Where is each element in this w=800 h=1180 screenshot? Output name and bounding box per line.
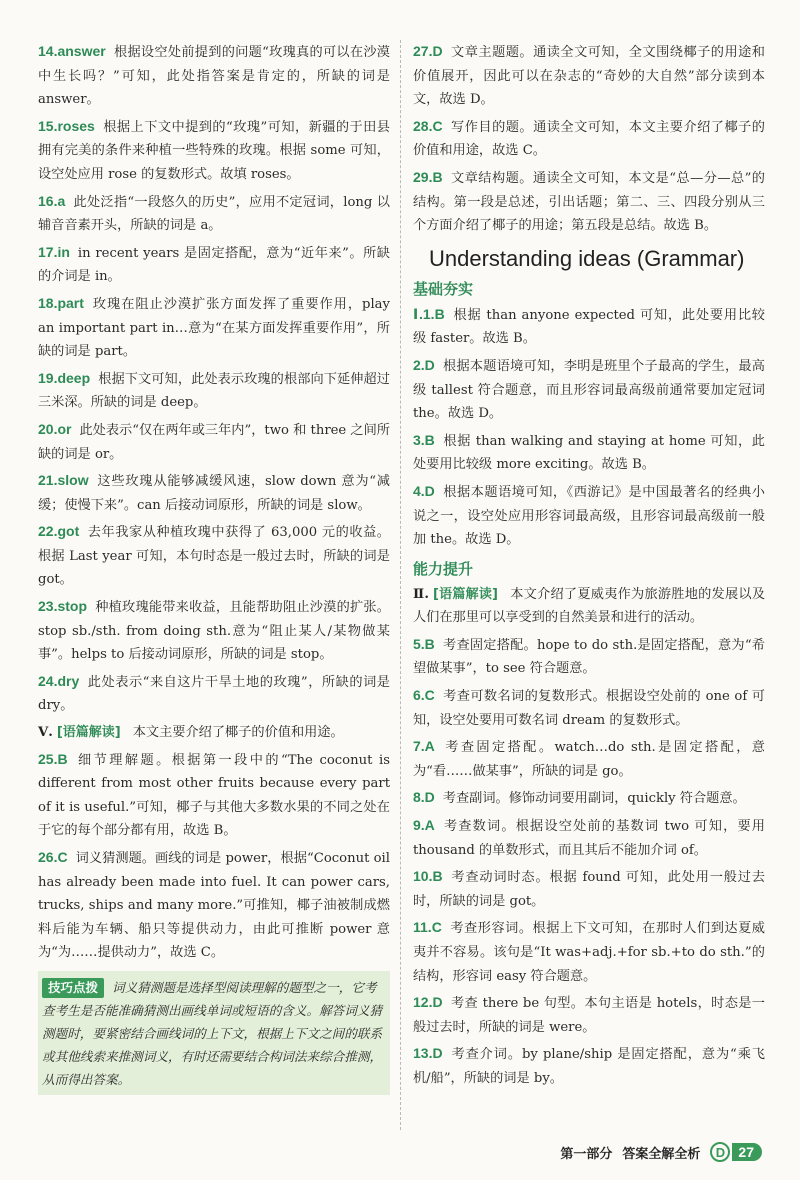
- answer-number: 3.B: [413, 431, 435, 448]
- answer-number: 9.A: [413, 817, 435, 834]
- badge-letter: D: [710, 1142, 730, 1162]
- answer-number: 28.C: [413, 117, 443, 134]
- answer-entry: [38, 241, 390, 289]
- section-title: Understanding ideas (Grammar): [429, 245, 745, 271]
- answer-entry: [38, 748, 390, 843]
- answer-number: 13.D: [413, 1045, 443, 1062]
- answer-number: 16.a: [38, 192, 66, 209]
- page-badge: [710, 1142, 762, 1162]
- answer-number: 17.in: [38, 243, 70, 260]
- answer-number: 15.roses: [38, 117, 95, 134]
- answer-entry: [38, 115, 390, 187]
- answer-text: 文章主题题。通读全文可知，全文围绕椰子的用途和价值展开，因此可以在杂志的“奇妙的大自然”部分读到本文，故选 D。: [413, 45, 765, 108]
- tip-text: 词义猜测题是选择型阅读理解的题型之一，它考查考生是否能准确猜测出画线单词或短语的含义。解答词义猜测题时，要紧密结合画线词的上下文，根据上下文之间的联系或其他线索来推测词义，有时还需要结合构词法来综合推测，从而得出答案。: [42, 979, 383, 1087]
- answer-entry: [38, 292, 390, 364]
- answer-number: 10.B: [413, 868, 443, 885]
- answer-number: 26.C: [38, 849, 68, 865]
- answer-text: 此处泛指“一段悠久的历史”，应用不定冠词，long 以辅音音素开头，所缺的词是 a。: [38, 194, 390, 234]
- answer-text: 根据下文可知，此处表示玫瑰的根部向下延伸超过三米深。所缺的词是 deep。: [38, 371, 390, 411]
- answer-entry: [38, 670, 390, 718]
- answer-text: 根据 than walking and staying at home 可知，此处要用比较级 more exciting。故选 B。: [413, 433, 765, 473]
- section-numeral: Ⅱ.: [413, 586, 429, 602]
- answer-text: 考查数词。根据设空处前的基数词 two 可知，要用 thousand 的单数形式，而且其后不能加介词 of。: [413, 819, 765, 858]
- answer-number: 22.got: [38, 523, 80, 540]
- answer-entry: [413, 40, 765, 112]
- answer-entry: [38, 40, 390, 112]
- answer-text: 考查形容词。根据上下文可知，在那时人们到达夏威夷并不容易。该句是“It was+adj.+for sb.+to do sth.”的结构，形容词 easy 符合题意。: [413, 921, 765, 984]
- answer-entry: [38, 595, 390, 667]
- answer-text: 细节理解题。根据第一段中的“The coconut is different from most other fruits because every part of it is useful.”可知，椰子与其他大多数水果的不同之处在于它的每个部分都有用，故选 B。: [38, 752, 390, 839]
- answer-entry: [38, 846, 390, 965]
- answer-entry: [38, 520, 390, 592]
- answer-text: 此处表示“仅在两年或三年内”，two 和 three 之间所缺的词是 or。: [38, 422, 390, 462]
- answer-number: 14.answer: [38, 43, 106, 59]
- section-numeral: Ⅴ.: [38, 725, 53, 741]
- answer-text: 考查可数名词的复数形式。根据设空处前的 one of 可知，设空处要用可数名词 dream 的复数形式。: [413, 689, 765, 728]
- answer-number: Ⅰ.1.B: [413, 305, 445, 322]
- answer-entry: [38, 721, 390, 745]
- answer-number: 6.C: [413, 687, 435, 704]
- basic-entries: [413, 303, 765, 552]
- tip-label: 技巧点拨: [42, 978, 104, 998]
- answer-text: 根据 than anyone expected 可知，此处要用比较级 faster。故选 B。: [413, 307, 765, 347]
- answer-entry: [413, 633, 765, 681]
- answer-entry: [413, 991, 765, 1039]
- answer-number: 21.slow: [38, 472, 89, 489]
- page-footer: [560, 1142, 762, 1162]
- answer-entry: [413, 865, 765, 913]
- sub-heading-basic: 基础夯实: [413, 279, 474, 298]
- right-column: [413, 40, 765, 1094]
- answer-text: 考查副词。修饰动词要用副词，quickly 符合题意。: [442, 791, 746, 807]
- answer-number: 8.D: [413, 789, 435, 806]
- answer-number: 24.dry: [38, 672, 80, 689]
- answer-text: 本文介绍了夏威夷作为旅游胜地的发展以及人们在那里可以享受到的自然美景和进行的活动。: [413, 586, 766, 626]
- answer-entry: [413, 354, 765, 426]
- answer-text: 去年我家从种植玫瑰中获得了 63,000 元的收益。根据 Last year 可知，本句时态是一般过去时，所缺的词是 got。: [38, 525, 390, 588]
- answer-entry: [38, 469, 390, 517]
- answer-entry: [413, 814, 765, 862]
- answer-number: 18.part: [38, 294, 84, 311]
- passage-tag: [语篇解读]: [432, 586, 499, 602]
- answer-text: 考查 there be 句型。本句主语是 hotels，时态是一般过去时，所缺的词是 were。: [413, 996, 765, 1035]
- answer-text: 考查固定搭配。watch…do sth.是固定搭配，意为“看……做某事”，所缺的词是 go。: [413, 740, 765, 779]
- answer-number: 11.C: [413, 919, 442, 936]
- advanced-entries: [413, 583, 765, 1091]
- answer-entry: [413, 429, 765, 477]
- answer-number: 7.A: [413, 738, 435, 755]
- column-divider: [400, 40, 401, 1130]
- answer-number: 5.B: [413, 635, 435, 652]
- answer-entry: [413, 735, 765, 783]
- answer-number: 20.or: [38, 420, 72, 437]
- right-top-entries: [413, 40, 765, 238]
- answer-entry: [413, 166, 765, 238]
- tip-box: [38, 971, 390, 1095]
- answer-text: 玫瑰在阻止沙漠扩张方面发挥了重要作用，play an important part in…意为“在某方面发挥重要作用”，所缺的词是 part。: [38, 296, 390, 360]
- answer-text: 种植玫瑰能带来收益，且能帮助阻止沙漠的扩张。stop sb./sth. from doing sth.意为“阻止某人/某物做某事”。helps to 后接动词原形，所缺的词是 stop。: [38, 600, 390, 663]
- answer-entry: [413, 1042, 765, 1090]
- left-column: [38, 40, 390, 1095]
- answer-text: 此处表示“来自这片干旱土地的玫瑰”，所缺的词是 dry。: [38, 674, 390, 714]
- answer-text: 词义猜测题。画线的词是 power，根据“Coconut oil has already been made into fuel. It can power cars, trucks, ships and many more.”可推知，椰子油被制成燃料后能为车辆、船只等提供动力，由此可推断 power 意为“为……提供动力”，故选 C。: [38, 851, 390, 961]
- answer-entry: [38, 418, 390, 466]
- answer-entry: [413, 115, 765, 163]
- answer-number: 29.B: [413, 168, 443, 185]
- answer-entry: [38, 367, 390, 415]
- answer-number: 2.D: [413, 356, 435, 373]
- answer-number: 25.B: [38, 750, 68, 767]
- answer-entry: [413, 303, 765, 351]
- answer-number: 27.D: [413, 43, 443, 59]
- left-entries: [38, 40, 390, 965]
- answer-text: 考查动词时态。根据 found 可知，此处用一般过去时，所缺的词是 got。: [413, 870, 765, 909]
- answer-entry: [413, 786, 765, 811]
- answer-entry: [413, 684, 765, 732]
- answer-text: 本文主要介绍了椰子的价值和用途。: [132, 725, 344, 741]
- answer-entry: [413, 480, 765, 552]
- sub-heading-advanced: 能力提升: [413, 559, 474, 578]
- answer-text: 根据设空处前提到的问题“玫瑰真的可以在沙漠中生长吗？”可知，此处指答案是肯定的，所缺的词是 answer。: [38, 45, 390, 108]
- passage-tag: [语篇解读]: [56, 725, 121, 741]
- answer-text: 考查介词。by plane/ship 是固定搭配，意为“乘飞机/船”，所缺的词是 by。: [413, 1047, 765, 1086]
- answer-text: 根据本题语境可知，《西游记》是中国最著名的经典小说之一，设空处应用形容词最高级，且形容词最高级前一般加 the。故选 D。: [413, 484, 765, 548]
- page-number: 27: [732, 1143, 762, 1161]
- answer-text: 文章结构题。通读全文可知，本文是“总—分—总”的结构。第一段是总述，引出话题；第二、三、四段分别从三个方面介绍了椰子的用途；第五段是总结。故选 B。: [413, 170, 765, 234]
- answer-number: 12.D: [413, 994, 443, 1011]
- answer-entry: [38, 190, 390, 238]
- answer-number: 23.stop: [38, 598, 88, 615]
- answer-text: 考查固定搭配。hope to do sth.是固定搭配，意为“希望做某事”，to see 符合题意。: [413, 637, 765, 677]
- answer-number: 4.D: [413, 482, 435, 499]
- answer-number: 19.deep: [38, 369, 91, 386]
- answer-entry: [413, 583, 765, 630]
- answer-text: 这些玫瑰从能够减缓风速，slow down 意为“减缓；使慢下来”。can 后接动词原形，所缺的词是 slow。: [38, 474, 390, 513]
- answer-text: in recent years 是固定搭配，意为“近年来”。所缺的介词是 in。: [38, 245, 390, 285]
- footer-title: 答案全解全析: [622, 1146, 701, 1162]
- answer-text: 写作目的题。通读全文可知，本文主要介绍了椰子的价值和用途，故选 C。: [413, 119, 765, 159]
- answer-text: 根据本题语境可知，李明是班里个子最高的学生，最高级 tallest 符合题意，而且形容词最高级前通常要加定冠词 the。故选 D。: [413, 358, 765, 422]
- answer-entry: [413, 916, 765, 988]
- footer-part: 第一部分: [560, 1146, 613, 1162]
- answer-text: 根据上下文中提到的“玫瑰”可知，新疆的于田县拥有完美的条件来种植一些特殊的玫瑰。根据 some 可知，设空处应用 rose 的复数形式。故填 roses。: [38, 119, 390, 182]
